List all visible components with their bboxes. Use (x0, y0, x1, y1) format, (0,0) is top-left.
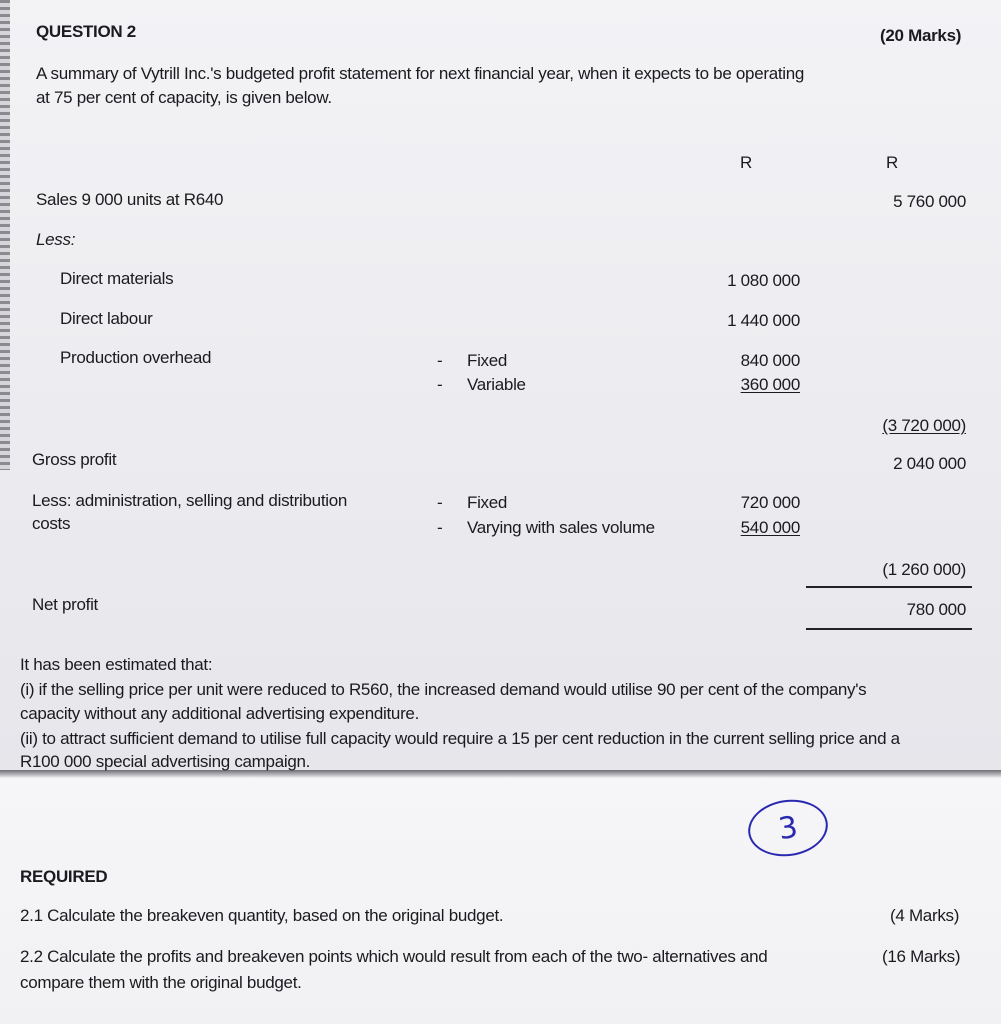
admin-costs-label-line-2: costs (32, 514, 71, 533)
estimate-ii-line-2: R100 000 special advertising campaign. (20, 752, 311, 771)
admin-varying-label: Varying with sales volume (467, 518, 655, 537)
production-overhead-label: Production overhead (60, 348, 212, 367)
admin-varying-dash: - (437, 518, 443, 537)
overhead-fixed-value: 840 000 (740, 351, 800, 370)
required-heading: REQUIRED (20, 867, 108, 886)
cost-of-sales-total: (3 720 000) (882, 416, 966, 435)
admin-costs-label-line-1: Less: administration, selling and distribution (32, 491, 348, 510)
fixed-dash: - (437, 351, 443, 370)
gross-profit-label: Gross profit (32, 450, 117, 469)
question-2-1-marks: (4 Marks) (890, 906, 960, 925)
intro-line-1: A summary of Vytrill Inc.'s budgeted profit statement for next financial year, when it expects to be operating (36, 64, 805, 83)
question-2-2-marks: (16 Marks) (882, 947, 961, 966)
estimate-i-line-2: capacity without any additional advertising expenditure. (20, 704, 420, 723)
admin-costs-total: (1 260 000) (882, 560, 966, 579)
sales-value: 5 760 000 (893, 192, 966, 211)
circled-number-text: 3 (776, 809, 800, 847)
estimates-intro: It has been estimated that: (20, 655, 213, 674)
admin-fixed-label: Fixed (467, 493, 508, 512)
overhead-variable-label: Variable (467, 375, 526, 394)
admin-fixed-dash: - (437, 493, 443, 512)
gross-profit-value: 2 040 000 (893, 454, 966, 473)
variable-dash: - (437, 375, 443, 394)
binding-edge (0, 0, 10, 470)
direct-materials-value: 1 080 000 (727, 271, 800, 290)
net-profit-value: 780 000 (906, 600, 966, 619)
column-header-r-1: R (740, 153, 752, 172)
admin-fixed-value: 720 000 (740, 493, 800, 512)
subtotal-rule (806, 586, 972, 588)
question-2-1-text: 2.1 Calculate the breakeven quantity, based on the original budget. (20, 906, 504, 925)
estimate-ii-line-1: (ii) to attract sufficient demand to utilise full capacity would require a 15 per cent reduction in the current selling price and a (20, 729, 900, 748)
column-header-r-2: R (886, 153, 898, 172)
sales-label: Sales 9 000 units at R640 (36, 190, 224, 209)
intro-line-2: at 75 per cent of capacity, is given below. (36, 88, 332, 107)
question-marks: (20 Marks) (880, 26, 962, 45)
overhead-variable-value: 360 000 (740, 375, 800, 394)
question-2-2-line-2: compare them with the original budget. (20, 973, 302, 992)
direct-labour-value: 1 440 000 (727, 311, 800, 330)
question-2-2-line-1: 2.2 Calculate the profits and breakeven points which would result from each of the two- alternatives and (20, 947, 768, 966)
direct-materials-label: Direct materials (60, 269, 174, 288)
direct-labour-label: Direct labour (60, 309, 153, 328)
estimate-i-line-1: (i) if the selling price per unit were reduced to R560, the increased demand would utilise 90 per cent of the company's (20, 680, 867, 699)
net-profit-label: Net profit (32, 595, 98, 614)
overhead-fixed-label: Fixed (467, 351, 508, 370)
total-rule (806, 628, 972, 630)
question-title: QUESTION 2 (36, 22, 136, 41)
less-label: Less: (36, 230, 76, 249)
admin-varying-value: 540 000 (740, 518, 800, 537)
